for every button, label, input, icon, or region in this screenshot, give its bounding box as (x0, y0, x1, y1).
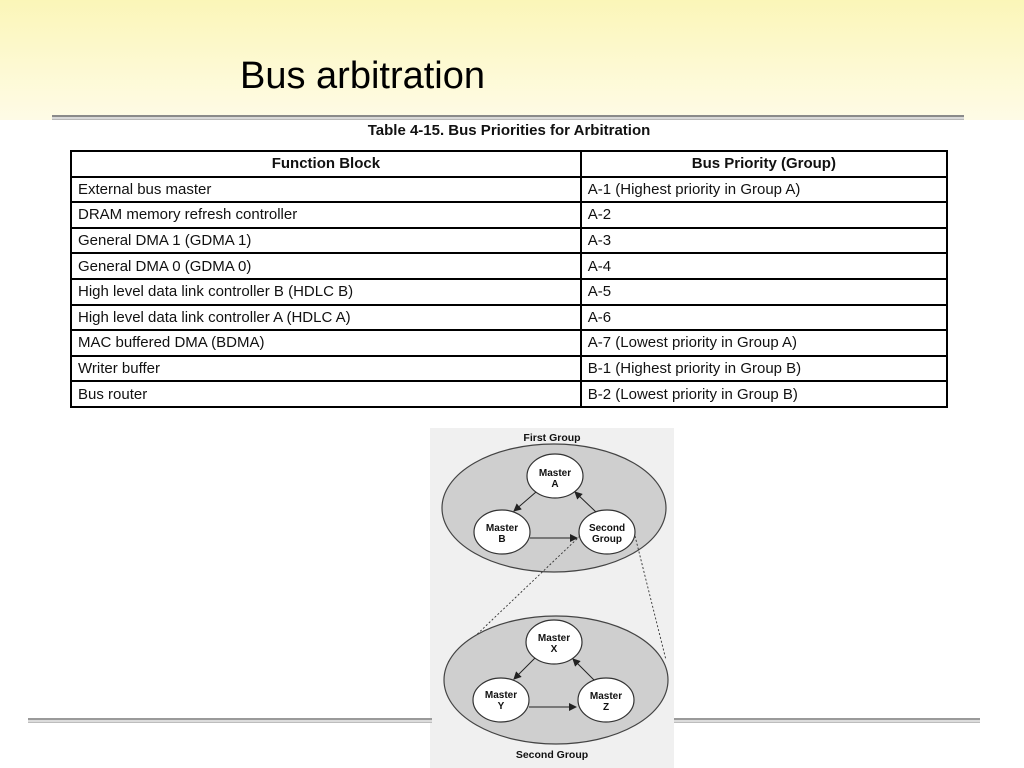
table-row (71, 330, 947, 356)
function-cell: Writer buffer (71, 356, 581, 382)
svg-text:Z: Z (602, 702, 610, 713)
table-row (71, 253, 947, 279)
svg-text:Master: Master (538, 468, 572, 479)
svg-text:X: X (550, 644, 558, 655)
function-cell: General DMA 0 (GDMA 0) (71, 253, 581, 279)
table-row (71, 381, 947, 407)
header-bus-priority: Bus Priority (Group) (581, 151, 947, 177)
svg-text:Master: Master (537, 633, 571, 644)
priority-cell: A-5 (581, 279, 947, 305)
function-cell: MAC buffered DMA (BDMA) (71, 330, 581, 356)
svg-text:Group: Group (592, 534, 622, 545)
table-caption: Table 4-15. Bus Priorities for Arbitration (367, 122, 651, 139)
priority-cell: A-3 (581, 228, 947, 254)
table-row (71, 356, 947, 382)
table-row (71, 228, 947, 254)
second-group-label: Second Group (515, 749, 589, 761)
priority-cell: A-6 (581, 305, 947, 331)
bus-priority-table (70, 150, 948, 408)
table-row (71, 279, 947, 305)
svg-text:Master: Master (485, 523, 519, 534)
master-y-node (473, 678, 529, 722)
function-cell: General DMA 1 (GDMA 1) (71, 228, 581, 254)
table-row (71, 305, 947, 331)
title-divider (52, 115, 964, 120)
function-cell: High level data link controller A (HDLC A) (71, 305, 581, 331)
slide-title: Bus arbitration (240, 55, 486, 97)
svg-text:Second: Second (588, 523, 626, 534)
second-group-node (579, 510, 635, 554)
priority-cell: A-7 (Lowest priority in Group A) (581, 330, 947, 356)
svg-text:A: A (551, 479, 559, 490)
header-function-block: Function Block (71, 151, 581, 177)
footer-divider-left (28, 718, 432, 723)
priority-cell: B-1 (Highest priority in Group B) (581, 356, 947, 382)
master-z-node (578, 678, 634, 722)
function-cell: External bus master (71, 177, 581, 203)
function-cell: High level data link controller B (HDLC B) (71, 279, 581, 305)
priority-cell: B-2 (Lowest priority in Group B) (581, 381, 947, 407)
table-header-row (71, 151, 947, 177)
priority-cell: A-1 (Highest priority in Group A) (581, 177, 947, 203)
header-band (0, 0, 1024, 120)
function-cell: DRAM memory refresh controller (71, 202, 581, 228)
master-b-node (474, 510, 530, 554)
svg-text:Master: Master (484, 690, 518, 701)
svg-text:Y: Y (497, 701, 505, 712)
footer-divider-right (674, 718, 980, 723)
svg-text:Master: Master (589, 691, 623, 702)
table-row (71, 177, 947, 203)
table-row (71, 202, 947, 228)
svg-text:B: B (498, 534, 506, 545)
function-cell: Bus router (71, 381, 581, 407)
priority-cell: A-2 (581, 202, 947, 228)
arbitration-diagram (430, 428, 674, 768)
priority-cell: A-4 (581, 253, 947, 279)
master-a-node (527, 454, 583, 498)
first-group-label: First Group (523, 432, 581, 444)
master-x-node (526, 620, 582, 664)
